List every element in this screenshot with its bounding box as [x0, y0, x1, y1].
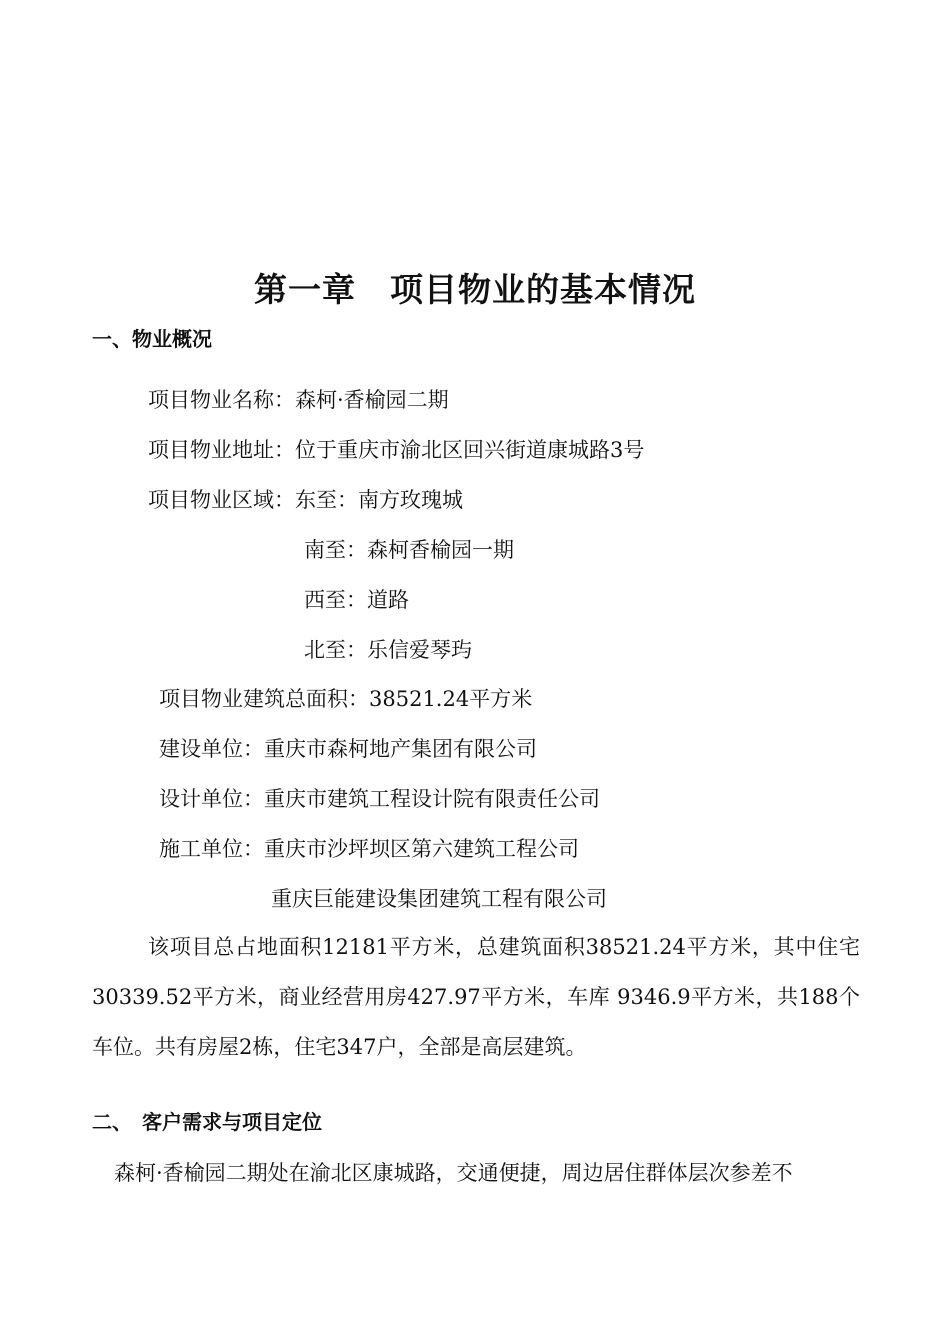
- developer-line: 建设单位：重庆市森柯地产集团有限公司: [159, 737, 537, 761]
- property-area-south-line: 南至：森柯香榆园一期: [304, 538, 514, 562]
- section-heading-overview: 一、物业概况: [92, 327, 212, 351]
- property-name-line: 项目物业名称：森柯·香榆园二期: [148, 388, 449, 412]
- builder-line: 施工单位：重庆市沙坪坝区第六建筑工程公司: [159, 837, 579, 861]
- property-area-east-line: 项目物业区域：东至：南方玫瑰城: [148, 488, 463, 512]
- positioning-intro-line: 森柯·香榆园二期处在渝北区康城路，交通便捷，周边居住群体层次参差不: [114, 1161, 793, 1185]
- section-heading-positioning: 二、 客户需求与项目定位: [92, 1110, 322, 1134]
- property-area-north-line: 北至：乐信爱琴玙: [304, 638, 472, 662]
- designer-line: 设计单位：重庆市建筑工程设计院有限责任公司: [159, 787, 600, 811]
- chapter-title: 第一章 项目物业的基本情况: [254, 270, 696, 309]
- property-area-west-line: 西至：道路: [304, 588, 409, 612]
- total-floor-area-line: 项目物业建筑总面积：38521.24平方米: [159, 687, 533, 711]
- builder-line-2: 重庆巨能建设集团建筑工程有限公司: [271, 887, 607, 911]
- property-address-line: 项目物业地址：位于重庆市渝北区回兴街道康城路3号: [148, 438, 645, 462]
- project-summary-paragraph: 该项目总占地面积12181平方米，总建筑面积38521.24平方米，其中住宅 30339.52平方米，商业经营用房427.97平方米，车库 9346.9平方米，共188个车位。共有房屋2栋，住宅347户，全部是高层建筑。: [92, 935, 860, 1059]
